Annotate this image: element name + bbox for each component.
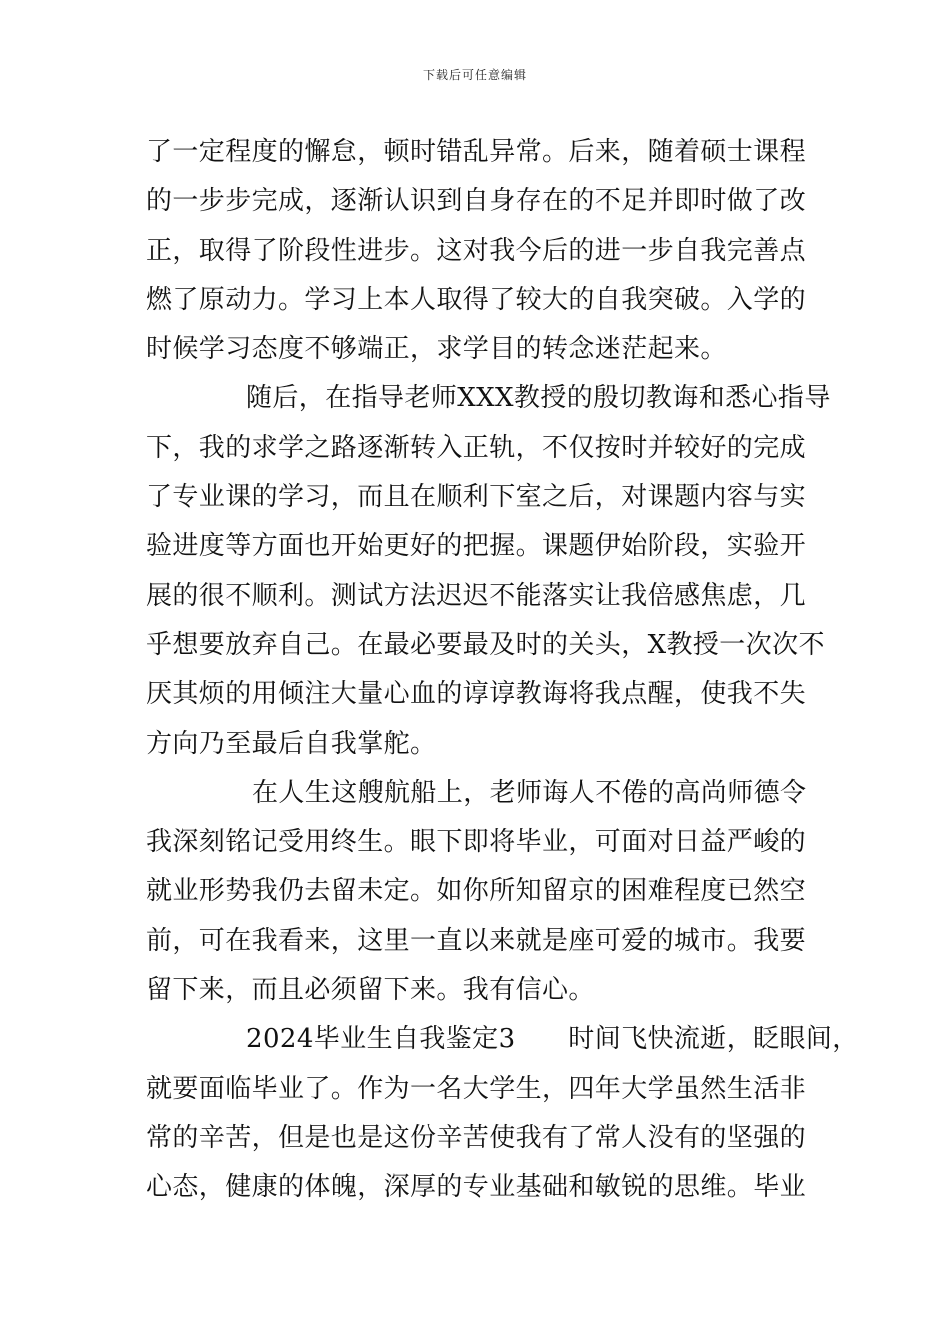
text-line: 就要面临毕业了。作为一名大学生，四年大学虽然生活非 — [146, 1073, 807, 1104]
text-line: 了专业课的学习，而且在顺利下室之后，对课题内容与实 — [146, 482, 807, 513]
text-line: 燃了原动力。学习上本人取得了较大的自我突破。入学的 — [146, 284, 807, 315]
text-line: 了一定程度的懈怠，顿时错乱异常。后来，随着硕士课程 — [146, 137, 807, 167]
text-line: 验进度等方面也开始更好的把握。课题伊始阶段，实验开 — [146, 531, 807, 562]
paragraph-start-line: 随后，在指导老师XXX教授的殷切教诲和悉心指导 — [246, 383, 831, 414]
text-line: 乎想要放弃自己。在最必要最及时的关头，X教授一次次不 — [146, 629, 825, 660]
page-header: 下载后可任意编辑 — [422, 68, 527, 82]
paragraph-start-line: 2024毕业生自我鉴定3 时间飞快流逝，眨眼间， — [246, 1024, 859, 1055]
text-line: 常的辛苦，但是也是这份辛苦使我有了常人没有的坚强的 — [146, 1122, 807, 1153]
text-line: 方向乃至最后自我掌舵。 — [146, 728, 437, 759]
text-line: 展的很不顺利。测试方法迟迟不能落实让我倍感焦虑，几 — [146, 580, 807, 611]
text-line: 厌其烦的用倾注大量心血的谆谆教诲将我点醒，使我不失 — [146, 679, 807, 710]
text-line: 留下来，而且必须留下来。我有信心。 — [146, 975, 595, 1006]
document-body — [146, 128, 859, 1213]
text-line: 时候学习态度不够端正，求学目的转念迷茫起来。 — [146, 334, 727, 365]
text-line: 心态，健康的体魄，深厚的专业基础和敏锐的思维。毕业 — [146, 1172, 807, 1203]
text-line: 下，我的求学之路逐渐转入正轨，不仅按时并较好的完成 — [146, 432, 807, 463]
text-line: 就业形势我仍去留未定。如你所知留京的困难程度已然空 — [146, 876, 807, 907]
text-line: 正，取得了阶段性进步。这对我今后的进一步自我完善点 — [146, 235, 807, 266]
text-line: 前，可在我看来，这里一直以来就是座可爱的城市。我要 — [146, 925, 807, 956]
paragraph-start-line: 在人生这艘航船上，老师诲人不倦的高尚师德令 — [252, 777, 807, 808]
text-line: 的一步步完成，逐渐认识到自身存在的不足并即时做了改 — [146, 186, 807, 217]
text-line: 我深刻铭记受用终生。眼下即将毕业，可面对日益严峻的 — [146, 827, 807, 858]
